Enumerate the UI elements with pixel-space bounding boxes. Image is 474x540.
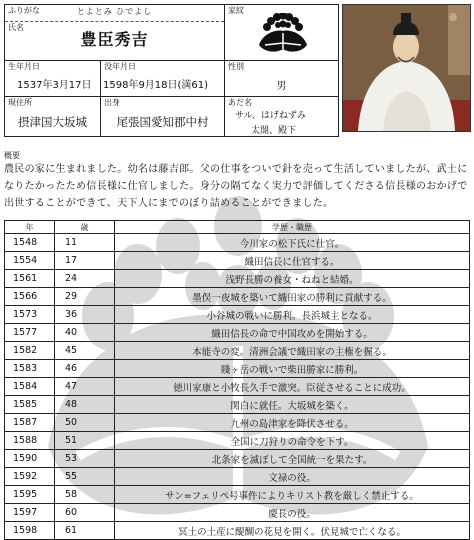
row-age: 60 <box>55 504 115 522</box>
table-row <box>5 270 470 288</box>
row-age: 46 <box>55 360 115 378</box>
row-event: 徳川家康と小牧長久手で激突。臣従させることに成功。 <box>115 378 470 396</box>
row-year: 1584 <box>5 378 55 396</box>
row-year: 1582 <box>5 342 55 360</box>
row-event: 墨俣一夜城を築いて織田家の勝利に貢献する。 <box>115 288 470 306</box>
table-row <box>5 342 470 360</box>
header-year: 年 <box>5 221 55 234</box>
row-age: 36 <box>55 306 115 324</box>
row-event: 関白に就任。大坂城を築く。 <box>115 396 470 414</box>
table-row <box>5 324 470 342</box>
row-event: 賤ヶ岳の戦いで柴田勝家に勝利。 <box>115 360 470 378</box>
nickname-cell <box>225 97 339 137</box>
row-age: 55 <box>55 468 115 486</box>
header-career: 学歴・職歴 <box>115 221 470 234</box>
nickname-line2: 太閤、殿下 <box>251 126 297 136</box>
row-age: 53 <box>55 450 115 468</box>
row-age: 40 <box>55 324 115 342</box>
row-age: 17 <box>55 252 115 270</box>
row-year: 1587 <box>5 414 55 432</box>
table-row <box>5 450 470 468</box>
residence-label: 現住所 <box>8 98 32 107</box>
birthplace-value: 尾張国愛知郡中村 <box>116 115 209 129</box>
row-age: 45 <box>55 342 115 360</box>
header-age: 歳 <box>55 221 115 234</box>
row-year: 1548 <box>5 234 55 252</box>
furigana-value: とよとみ ひでよし <box>76 7 153 16</box>
row-year: 1595 <box>5 486 55 504</box>
paulownia-crest-icon <box>255 13 311 55</box>
row-age: 47 <box>55 378 115 396</box>
crest-cell <box>225 5 339 61</box>
portrait-image <box>342 4 471 132</box>
birth-value: 1537年3月17日 <box>17 80 92 91</box>
nickname-line1: サル、はげねずみ <box>235 111 306 121</box>
row-age: 24 <box>55 270 115 288</box>
residence-cell <box>5 97 101 137</box>
row-event: 九州の島津家を降伏させる。 <box>115 414 470 432</box>
row-age: 51 <box>55 432 115 450</box>
row-event: 北条家を滅ぼして全国統一を果たす。 <box>115 450 470 468</box>
summary-section <box>4 150 470 212</box>
row-event: 小谷城の戦いに勝利。長浜城主となる。 <box>115 306 470 324</box>
row-year: 1598 <box>5 522 55 540</box>
table-row <box>5 414 470 432</box>
table-row <box>5 234 470 252</box>
row-event: 本能寺の変。清洲会議で織田家の主権を握る。 <box>115 342 470 360</box>
gender-label: 性別 <box>228 62 245 71</box>
table-row <box>5 396 470 414</box>
row-event: 冥土の土産に醍醐の花見を開く。伏見城で亡くなる。 <box>115 522 470 540</box>
table-row <box>5 360 470 378</box>
table-row <box>5 522 470 540</box>
row-event: 今川家の松下氏に仕官。 <box>115 234 470 252</box>
row-year: 1561 <box>5 270 55 288</box>
table-row <box>5 306 470 324</box>
table-row <box>5 288 470 306</box>
row-year: 1566 <box>5 288 55 306</box>
row-year: 1585 <box>5 396 55 414</box>
name-label: 氏名 <box>8 23 24 32</box>
row-event: 全国に刀狩りの命令を下す。 <box>115 432 470 450</box>
row-age: 48 <box>55 396 115 414</box>
row-event: 慶長の役。 <box>115 504 470 522</box>
history-table <box>4 220 470 540</box>
row-event: サン=フェリペ号事件によりキリスト教を厳しく禁止する。 <box>115 486 470 504</box>
birthplace-label: 出身 <box>104 98 120 107</box>
gender-value: 男 <box>276 81 287 92</box>
name-value: 豊臣秀吉 <box>80 30 149 49</box>
name-cell <box>5 5 225 61</box>
birthplace-cell <box>101 97 225 137</box>
row-year: 1588 <box>5 432 55 450</box>
row-year: 1573 <box>5 306 55 324</box>
row-year: 1592 <box>5 468 55 486</box>
table-row <box>5 486 470 504</box>
birth-label: 生年月日 <box>8 62 40 71</box>
summary-label: 概要 <box>4 151 20 160</box>
row-age: 11 <box>55 234 115 252</box>
death-value: 1598年9月18日(満61) <box>103 80 209 91</box>
birth-cell <box>5 61 101 97</box>
row-year: 1590 <box>5 450 55 468</box>
nickname-label: あだ名 <box>228 98 253 107</box>
row-event: 浅野長勝の養女・ねねと結婚。 <box>115 270 470 288</box>
summary-text: 農民の家に生まれました。幼名は藤吉郎。父の仕事をついで針を売って生活していましたが、武士になりたかったため信長様に仕官しました。身分の隔てなく実力で評価してくださる信長様のおかげで出世することができて、天下人にまでのぼり詰めることができました。 <box>4 164 468 209</box>
row-age: 29 <box>55 288 115 306</box>
table-row <box>5 468 470 486</box>
table-row <box>5 504 470 522</box>
row-year: 1597 <box>5 504 55 522</box>
table-row <box>5 432 470 450</box>
residence-value: 摂津国大坂城 <box>18 115 87 129</box>
row-event: 織田信長に仕官する。 <box>115 252 470 270</box>
row-age: 58 <box>55 486 115 504</box>
row-event: 文禄の役。 <box>115 468 470 486</box>
profile-table <box>4 4 339 137</box>
row-year: 1577 <box>5 324 55 342</box>
gender-cell <box>225 61 339 97</box>
table-row <box>5 252 470 270</box>
row-year: 1554 <box>5 252 55 270</box>
table-row <box>5 378 470 396</box>
death-cell <box>101 61 225 97</box>
furigana-label: ふりがな <box>8 6 40 15</box>
row-age: 61 <box>55 522 115 540</box>
row-event: 織田信長の命で中国攻めを開始する。 <box>115 324 470 342</box>
crest-label: 家紋 <box>228 6 245 15</box>
row-year: 1583 <box>5 360 55 378</box>
death-label: 没年月日 <box>104 62 136 71</box>
row-age: 50 <box>55 414 115 432</box>
